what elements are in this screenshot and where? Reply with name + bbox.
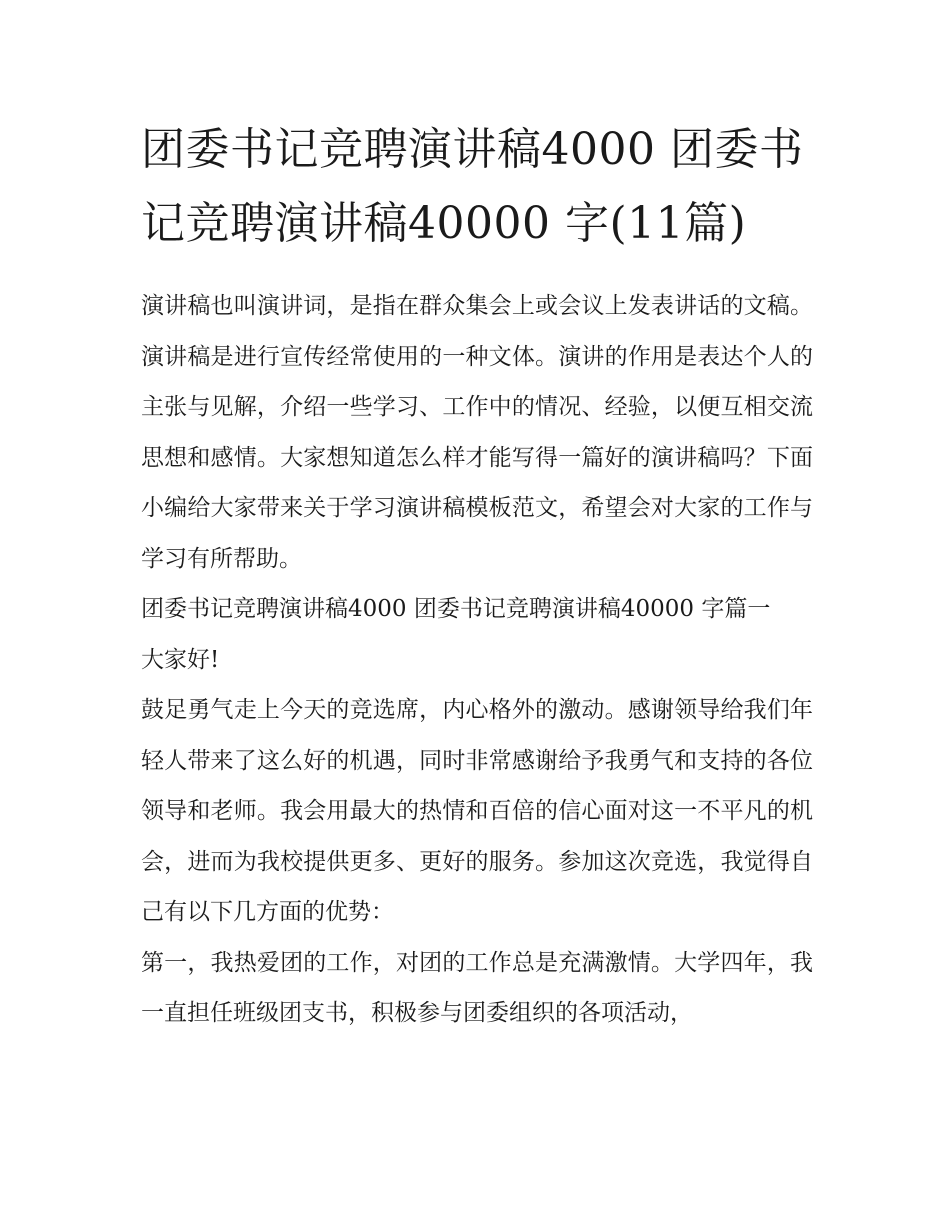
greeting-paragraph: 大家好!	[141, 646, 220, 673]
document-title: 团委书记竞聘演讲稿4000 团委书记竞聘演讲稿40000 字(11篇)	[141, 124, 804, 249]
section-heading: 团委书记竞聘演讲稿4000 团委书记竞聘演讲稿40000 字篇一	[141, 596, 771, 622]
body-paragraph: 鼓足勇气走上今天的竞选席，内心格外的激动。感谢领导给我们年轻人带来了这么好的机遇，同时非常感谢给予我勇气和支持的各位领导和老师。我会用最大的热情和百倍的信心面对这一不平凡的机会，进而为我校提供更多、更好的服务。参加这次竞选，我觉得自己有以下几方面的优势：	[141, 697, 813, 925]
document-body	[141, 113, 813, 1039]
intro-paragraph: 演讲稿也叫演讲词，是指在群众集会上或会议上发表讲话的文稿。演讲稿是进行宣传经常使用的一种文体。演讲的作用是表达个人的主张与见解，介绍一些学习、工作中的情况、经验，以便互相交流思想和感情。大家想知道怎么样才能写得一篇好的演讲稿吗？下面小编给大家带来关于学习演讲稿模板范文，希望会对大家的工作与学习有所帮助。	[141, 293, 813, 572]
body-paragraph: 第一，我热爱团的工作，对团的工作总是充满激情。大学四年，我一直担任班级团支书，积极参与团委组织的各项活动，	[141, 949, 813, 1026]
